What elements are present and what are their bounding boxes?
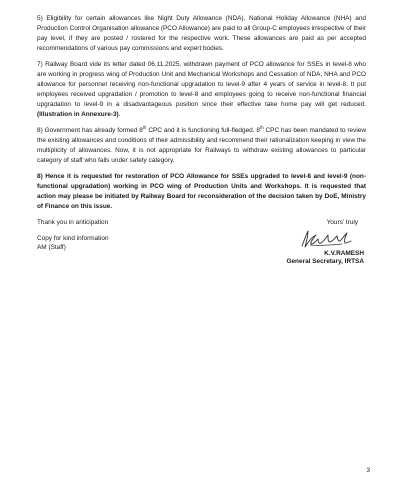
ordinal-suffix: th (260, 125, 264, 131)
paragraph-7-text: 7) Railway Board vide its letter dated 06.11.2025, withdrawn payment of PCO allowance for SSEs in level-8 who are working in progress wing of Production Unit and Mechanical Workshops and Cessation of NDA, NHA and PCO allowance for personnel receiving non-functional upgradation to level-9 after 4 years of service in level-8. It put employees received upgradation / promotion to level-8 and employees going to receive non-functional financial upgradation to level-9 in a disadvantageous position since their effective take home pay will get reduced. (37, 61, 366, 108)
paragraph-8-text-a: 8) Government has already formed 8 (37, 127, 143, 135)
paragraph-8-cpc (37, 126, 366, 166)
signer-title: General Secretary, IRTSA (286, 257, 364, 265)
yours-truly: Yours' truly (326, 219, 358, 227)
am-staff-line: AM (Staff) (37, 244, 66, 252)
paragraph-7-railway-board-letter (37, 60, 366, 119)
paragraph-7-period: . (118, 110, 121, 118)
paragraph-8-text-c: CPC has been mandated to review the existing allowances and conditions of their admissibility and recommend their rationalization keeping in view the multiplicity of allowances. Now, it is not appropriate for Railways to withdraw existing allowances to particular category of staff who falls under safety category. (37, 127, 366, 164)
copy-info-line: Copy for kind information (37, 235, 109, 243)
paragraph-8-text-b: CPC and it is functioning full-fledged. 8 (146, 127, 261, 135)
annexure-reference: (Illustration in Annexure-3) (37, 110, 119, 118)
ordinal-suffix: th (142, 125, 147, 131)
closing-block (37, 218, 366, 288)
paragraph-8-request: 8) Hence it is requested for restoration of PCO Allowance for SSEs upgraded to level-8 and level-9 (non-functional upgradation) working in PCO wing of Production Units and Workshops. It is requested that action may please be initiated by Railway Board for reconsideration of the decision taken by DoE, Ministry of Finance on this issue. (37, 173, 366, 210)
paragraph-5-allowance-eligibility: 5) Eligibility for certain allowances like Night Duty Allowance (NDA), National Holiday Allowance (NHA) and Production Control Organisation allowance (PCO Allowance) are paid to all Group-C employees irrespective of their pay level, if they are posted / rostered for the respective work. These allowances are paid as per accepted recommendations of various pay commissions and expert bodies. (37, 15, 366, 52)
signature-block (272, 227, 364, 266)
page-number: 3 (366, 467, 370, 474)
signer-name: K.V.RAMESH (324, 250, 364, 258)
thank-you-line: Thank you in anticipation (37, 219, 109, 227)
handwritten-signature (298, 227, 354, 251)
